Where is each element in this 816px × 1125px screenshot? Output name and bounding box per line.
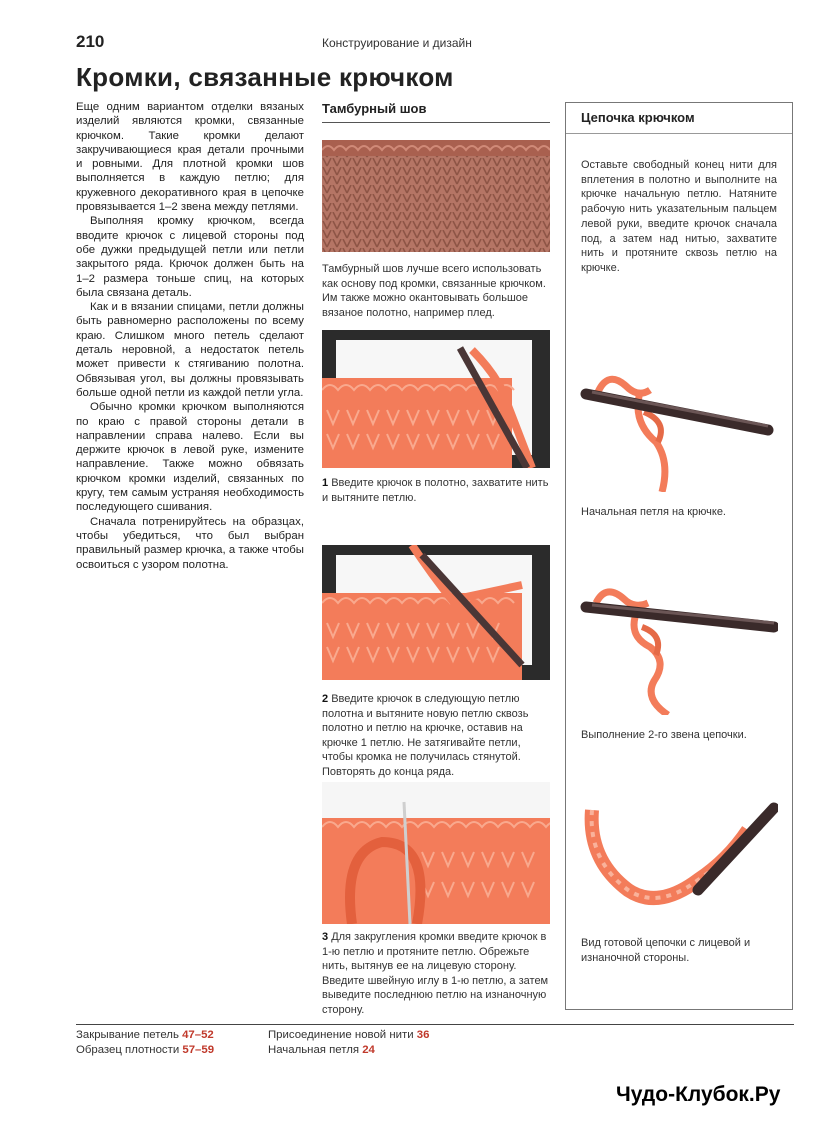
footer-refs-right — [268, 1028, 429, 1058]
tambour-intro-caption: Тамбурный шов лучше всего использовать как основу под кромки, связанные крючком. Им также можно окантовывать большое вязаное полотно, например плед. — [322, 263, 546, 319]
step-text: Введите крючок в полотно, захватите нить и вытяните петлю. — [322, 477, 549, 504]
page-title: Кромки, связанные крючком — [76, 62, 454, 92]
cross-reference[interactable]: Присоединение новой нити 36 — [268, 1029, 430, 1041]
chain-caption-3: Вид готовой цепочки с лицевой и изнаночной стороны. — [581, 937, 751, 964]
footer-divider — [76, 1024, 794, 1025]
step-1-photo — [322, 330, 550, 468]
step-text: Для закругления кромки введите крючок в 1-ю петлю и протяните петлю. Обрежьте нить, вытянув ее на лицевую сторону. Введите швейную иглу в 1-ю петлю, а затем выведите последнюю петлю на изнаночную сторону. — [322, 931, 549, 1016]
chain-caption-2: Выполнение 2-го звена цепочки. — [581, 729, 747, 741]
step-1-caption — [322, 476, 550, 505]
section-divider — [322, 122, 550, 123]
step-2-photo — [322, 545, 550, 680]
footer-refs-left — [76, 1028, 214, 1058]
step-3-caption — [322, 930, 550, 1018]
body-paragraph: Сначала потренируйтесь на образцах, чтобы убедиться, что был выбран правильный размер крючка, а также чтобы освоиться с узором полотна. — [76, 515, 304, 571]
cross-reference[interactable]: Образец плотности 57–59 — [76, 1044, 215, 1056]
tambour-section-title: Тамбурный шов — [322, 101, 427, 116]
chain-photo-3 — [578, 790, 778, 920]
body-paragraph: Обычно кромки крючком выполняются по краю с правой стороны детали в направлении справа налево. Если вы держите крючок в левой руке, измените направление. Также можно обвязать крючком кромки изделий, связанных по кругу, тем самым устраняя необходимость последующего сшивания. — [76, 401, 304, 514]
body-paragraph: Выполняя кромку крючком, всегда вводите крючок с лицевой стороны под обе дужки предыдущей петли или петли закрытого ряда. Крючок должен быть на 1–2 размера тоньше спиц, на которых была связана деталь. — [76, 215, 304, 299]
chain-caption-1: Начальная петля на крючке. — [581, 506, 726, 518]
step-3-photo — [322, 782, 550, 924]
step-number: 1 — [322, 477, 329, 489]
step-number: 3 — [322, 931, 329, 943]
chain-photo-2 — [578, 575, 778, 715]
body-paragraph: Еще одним вариантом отделки вязаных изделий являются кромки, связанные крючком. Такие кромки делают закручивающиеся края детали прочными и ровными. Для плотной кромки шов выполняется в каждую петлю; для кружевного декоративного края в цепочке провязывается 1–2 звена между петлями. — [76, 101, 304, 214]
cross-reference[interactable]: Закрывание петель 47–52 — [76, 1029, 214, 1041]
step-text: Введите крючок в следующую петлю полотна и вытяните новую петлю сквозь полотно и петлю на крючке, оставив на крючке 1 петлю. Не затягивайте петли, чтобы кромка не получилась стянутой. Повторять до конца ряда. — [322, 693, 529, 778]
page-number: 210 — [76, 32, 105, 51]
step-2-caption — [322, 692, 550, 780]
body-paragraph: Как и в вязании спицами, петли должны быть равномерно расположены по всему краю. Слишком много петель сделают деталь неровной, а недостаток петель может привести к стягиванию полотна. Обвязывая угол, вы должны провязывать больше одной петли из каждой петли угла. — [76, 301, 304, 399]
site-watermark: Чудо-Клубок.Ру — [616, 1083, 781, 1106]
chain-photo-1 — [578, 352, 778, 492]
knitted-swatch-photo — [322, 140, 550, 252]
step-number: 2 — [322, 693, 329, 705]
body-text — [76, 100, 304, 572]
cross-reference[interactable]: Начальная петля 24 — [268, 1044, 375, 1056]
chain-box-title: Цепочка крючком — [581, 110, 695, 125]
running-title: Конструирование и дизайн — [322, 36, 472, 50]
chain-box-intro: Оставьте свободный конец нити для вплетения в полотно и выполните на крючке начальную петлю. Натяните рабочую нить указательным пальцем левой руки, введите крючок сначала под, а затем над нитью, захватите нить и протяните сквозь петлю на крючке. — [581, 159, 777, 274]
